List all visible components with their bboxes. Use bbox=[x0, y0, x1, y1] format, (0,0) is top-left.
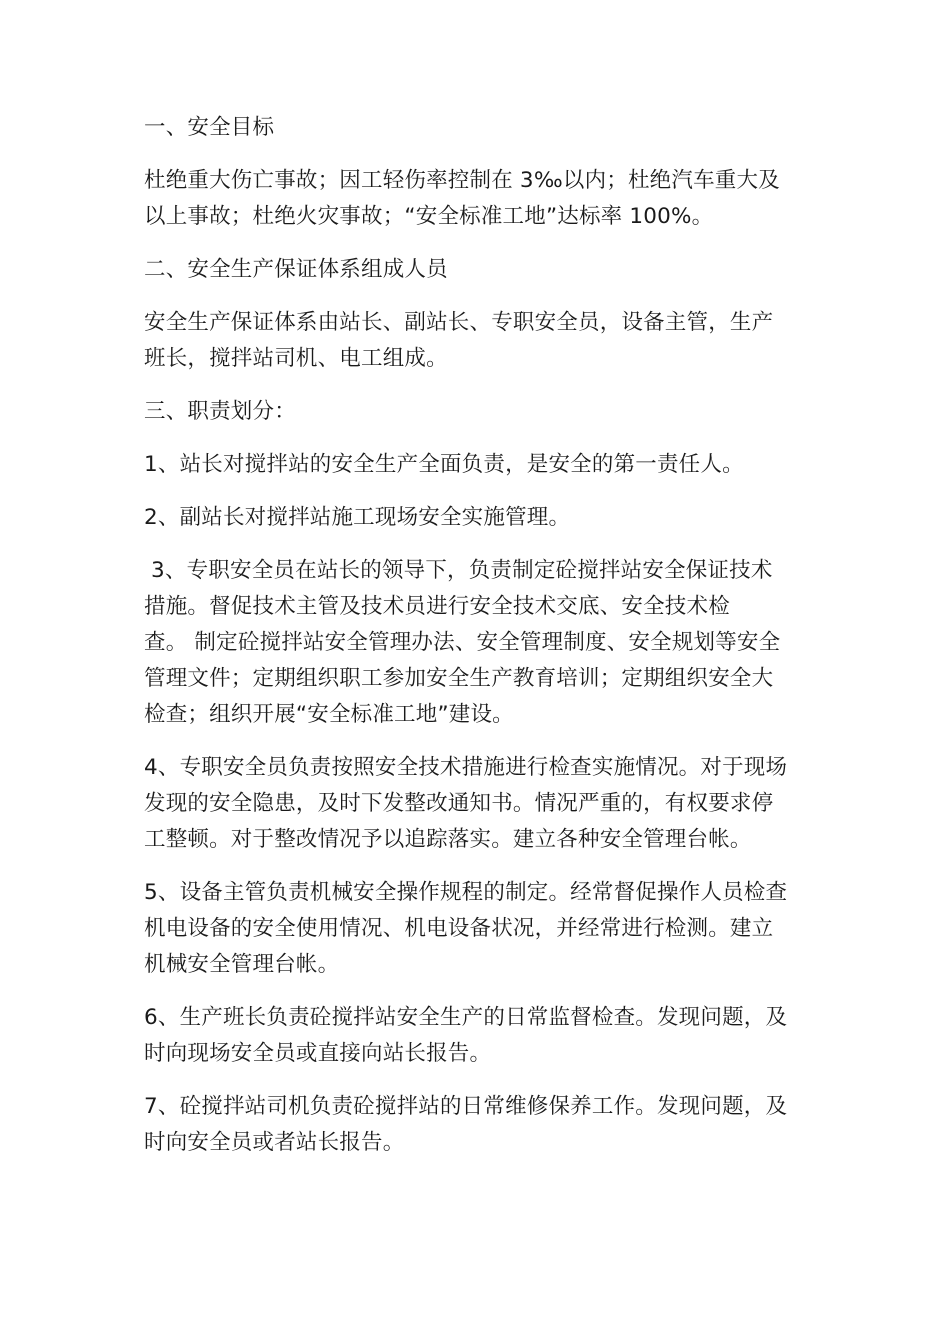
text-line: 1、站长对搅拌站的安全生产全面负责，是安全的第一责任人。 bbox=[144, 452, 744, 477]
text-line: 查。 制定砼搅拌站安全管理办法、安全管理制度、安全规划等安全 bbox=[144, 630, 781, 655]
text-line: 时向安全员或者站长报告。 bbox=[144, 1130, 405, 1155]
document-body bbox=[144, 110, 814, 1178]
text-line: 一、安全目标 bbox=[144, 115, 275, 140]
heading-responsibilities bbox=[144, 394, 814, 430]
text-line: 4、专职安全员负责按照安全技术措施进行检查实施情况。对于现场 bbox=[144, 755, 788, 780]
text-line: 措施。督促技术主管及技术员进行安全技术交底、安全技术检 bbox=[144, 594, 730, 619]
text-line: 6、生产班长负责砼搅拌站安全生产的日常监督检查。发现问题，及 bbox=[144, 1005, 788, 1030]
item-3-safety-officer bbox=[144, 553, 814, 733]
paragraph-safety-system-members bbox=[144, 305, 814, 377]
item-6-production-leader bbox=[144, 1000, 814, 1072]
text-line: 三、职责划分： bbox=[144, 399, 296, 424]
item-1-station-manager bbox=[144, 447, 814, 483]
item-7-plant-operator bbox=[144, 1089, 814, 1161]
text-line: 以上事故；杜绝火灾事故；“安全标准工地”达标率 100%。 bbox=[144, 204, 714, 229]
item-4-safety-inspection bbox=[144, 750, 814, 858]
text-line: 管理文件；定期组织职工参加安全生产教育培训；定期组织安全大 bbox=[144, 666, 774, 691]
text-line: 3、专职安全员在站长的领导下，负责制定砼搅拌站安全保证技术 bbox=[144, 558, 773, 583]
heading-safety-goals bbox=[144, 110, 814, 146]
text-line: 7、砼搅拌站司机负责砼搅拌站的日常维修保养工作。发现问题，及 bbox=[144, 1094, 788, 1119]
text-line: 安全生产保证体系由站长、副站长、专职安全员，设备主管，生产 bbox=[144, 310, 774, 335]
text-line: 检查；组织开展“安全标准工地”建设。 bbox=[144, 702, 514, 727]
text-line: 机电设备的安全使用情况、机电设备状况，并经常进行检测。建立 bbox=[144, 916, 774, 941]
text-line: 机械安全管理台帐。 bbox=[144, 952, 340, 977]
text-line: 杜绝重大伤亡事故；因工轻伤率控制在 3‰以内；杜绝汽车重大及 bbox=[144, 168, 780, 193]
paragraph-safety-goals bbox=[144, 163, 814, 235]
text-line: 时向现场安全员或直接向站长报告。 bbox=[144, 1041, 492, 1066]
text-line: 2、副站长对搅拌站施工现场安全实施管理。 bbox=[144, 505, 571, 530]
item-5-equipment-supervisor bbox=[144, 875, 814, 983]
text-line: 5、设备主管负责机械安全操作规程的制定。经常督促操作人员检查 bbox=[144, 880, 788, 905]
text-line: 发现的安全隐患，及时下发整改通知书。情况严重的，有权要求停 bbox=[144, 791, 774, 816]
text-line: 二、安全生产保证体系组成人员 bbox=[144, 257, 448, 282]
text-line: 班长，搅拌站司机、电工组成。 bbox=[144, 346, 448, 371]
item-2-deputy-manager bbox=[144, 500, 814, 536]
heading-safety-system-members bbox=[144, 252, 814, 288]
text-line: 工整顿。对于整改情况予以追踪落实。建立各种安全管理台帐。 bbox=[144, 827, 752, 852]
